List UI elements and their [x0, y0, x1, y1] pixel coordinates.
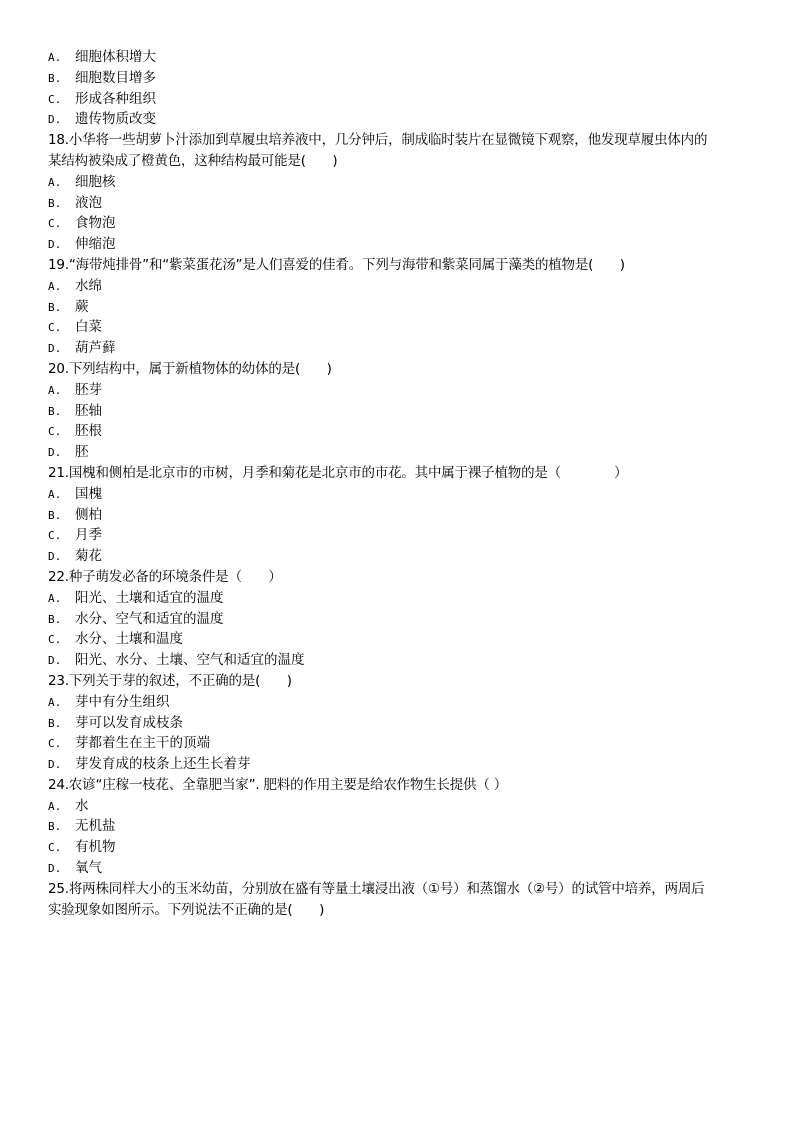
option-d [48, 338, 748, 359]
option-letter: A. [48, 487, 62, 501]
option-c [48, 733, 748, 754]
option-letter: D. [48, 550, 62, 564]
option-a [48, 172, 748, 193]
option-text: 芽中有分生组织 [75, 693, 170, 710]
question-stem: 21.国槐和侧柏是北京市的市树，月季和菊花是北京市的市花。其中属于裸子植物的是（ ） [48, 464, 628, 481]
option-text: 阳光、土壤和适宜的温度 [75, 589, 224, 606]
option-letter: A. [48, 695, 62, 709]
question-23 [48, 671, 748, 775]
option-text: 蕨 [75, 298, 89, 315]
question-stem: 实验现象如图所示。下列说法不正确的是( ) [48, 901, 325, 918]
option-b [48, 609, 748, 630]
option-a [48, 380, 748, 401]
option-letter: B. [48, 404, 62, 418]
option-a [48, 692, 748, 713]
option-text: 胚 [75, 444, 89, 461]
option-text: 细胞体积增大 [75, 49, 156, 65]
option-text: 侧柏 [75, 506, 102, 523]
option-d [48, 546, 748, 567]
question-stem: 24.农谚“庄稼一枝花、全靠肥当家”. 肥料的作用主要是给农作物生长提供（ ） [48, 776, 508, 793]
question-18 [48, 130, 748, 255]
option-b [48, 193, 748, 214]
option-c [48, 89, 748, 110]
option-letter: B. [48, 612, 62, 626]
option-letter: C. [48, 425, 62, 439]
option-c [48, 421, 748, 442]
question-25 [48, 879, 748, 921]
question-stem: 某结构被染成了橙黄色，这种结构最可能是( ) [48, 152, 338, 169]
question-22 [48, 567, 748, 671]
option-letter: C. [48, 217, 62, 231]
option-letter: D. [48, 342, 62, 356]
option-letter: C. [48, 737, 62, 751]
option-d [48, 442, 748, 463]
option-b [48, 68, 748, 89]
option-letter: A. [48, 383, 62, 397]
option-text: 形成各种组织 [75, 90, 156, 107]
question-21 [48, 463, 748, 567]
option-text: 胚轴 [75, 402, 102, 419]
question-stem: 25.将两株同样大小的玉米幼苗，分别放在盛有等量土壤浸出液（①号）和蒸馏水（②号）的试管中培养，两周后 [48, 880, 705, 897]
option-letter: B. [48, 196, 62, 210]
option-letter: B. [48, 71, 62, 85]
option-c [48, 525, 748, 546]
option-text: 液泡 [75, 194, 102, 211]
option-text: 芽都着生在主干的顶端 [75, 735, 210, 752]
option-c [48, 317, 748, 338]
option-letter: B. [48, 716, 62, 730]
option-c [48, 629, 748, 650]
option-a [48, 588, 748, 609]
option-d [48, 650, 748, 671]
option-d [48, 858, 748, 879]
option-text: 无机盐 [75, 818, 116, 835]
option-a [48, 47, 748, 68]
option-letter: C. [48, 321, 62, 335]
option-text: 菊花 [75, 548, 102, 565]
option-a [48, 796, 748, 817]
option-text: 月季 [75, 527, 102, 544]
option-b [48, 401, 748, 422]
option-letter: A. [48, 175, 62, 189]
option-text: 芽可以发育成枝条 [75, 714, 183, 731]
option-text: 细胞数目增多 [75, 69, 156, 86]
option-letter: C. [48, 633, 62, 647]
option-text: 细胞核 [75, 173, 116, 190]
option-text: 水 [75, 797, 89, 814]
option-c [48, 837, 748, 858]
option-text: 氧气 [75, 860, 102, 877]
question-stem: 22.种子萌发必备的环境条件是（ ） [48, 568, 282, 585]
question-stem: 19.“海带炖排骨”和“紫菜蛋花汤”是人们喜爱的佳肴。下列与海带和紫菜同属于藻类的植物是( ) [48, 256, 625, 273]
option-letter: C. [48, 92, 62, 106]
option-text: 芽发育成的枝条上还生长着芽 [75, 756, 251, 773]
option-letter: A. [48, 591, 62, 605]
option-text: 有机物 [75, 839, 116, 856]
question-24 [48, 775, 748, 879]
option-text: 水分、土壤和温度 [75, 631, 183, 648]
option-b [48, 713, 748, 734]
question-stem: 18.小华将一些胡萝卜汁添加到草履虫培养液中，几分钟后，制成临时装片在显微镜下观察，他发现草履虫体内的 [48, 132, 708, 149]
option-letter: C. [48, 841, 62, 855]
question-19 [48, 255, 748, 359]
option-letter: A. [48, 799, 62, 813]
option-letter: D. [48, 446, 62, 460]
option-letter: D. [48, 758, 62, 772]
option-text: 水分、空气和适宜的温度 [75, 610, 224, 627]
option-text: 水绵 [75, 277, 102, 294]
option-letter: C. [48, 529, 62, 543]
option-letter: B. [48, 508, 62, 522]
question-stem: 20.下列结构中，属于新植物体的幼体的是( ) [48, 360, 332, 377]
option-text: 白菜 [75, 319, 102, 336]
option-letter: B. [48, 820, 62, 834]
question-17-options [48, 47, 748, 130]
option-letter: A. [48, 51, 62, 64]
question-20 [48, 359, 748, 463]
option-b [48, 505, 748, 526]
option-text: 胚根 [75, 423, 102, 440]
option-c [48, 213, 748, 234]
option-letter: A. [48, 279, 62, 293]
option-text: 食物泡 [75, 215, 116, 232]
option-letter: D. [48, 862, 62, 876]
exam-page [48, 47, 748, 920]
option-a [48, 484, 748, 505]
option-b [48, 816, 748, 837]
option-letter: D. [48, 113, 62, 127]
option-a [48, 276, 748, 297]
option-text: 国槐 [75, 485, 102, 502]
option-d [48, 234, 748, 255]
option-text: 阳光、水分、土壤、空气和适宜的温度 [75, 652, 305, 669]
option-letter: D. [48, 654, 62, 668]
option-text: 遗传物质改变 [75, 111, 156, 128]
option-letter: B. [48, 300, 62, 314]
option-d [48, 754, 748, 775]
question-stem: 23.下列关于芽的叙述，不正确的是( ) [48, 672, 292, 689]
option-letter: D. [48, 238, 62, 252]
option-text: 葫芦藓 [75, 340, 116, 357]
option-d [48, 109, 748, 130]
option-text: 胚芽 [75, 381, 102, 398]
option-b [48, 297, 748, 318]
option-text: 伸缩泡 [75, 236, 116, 253]
